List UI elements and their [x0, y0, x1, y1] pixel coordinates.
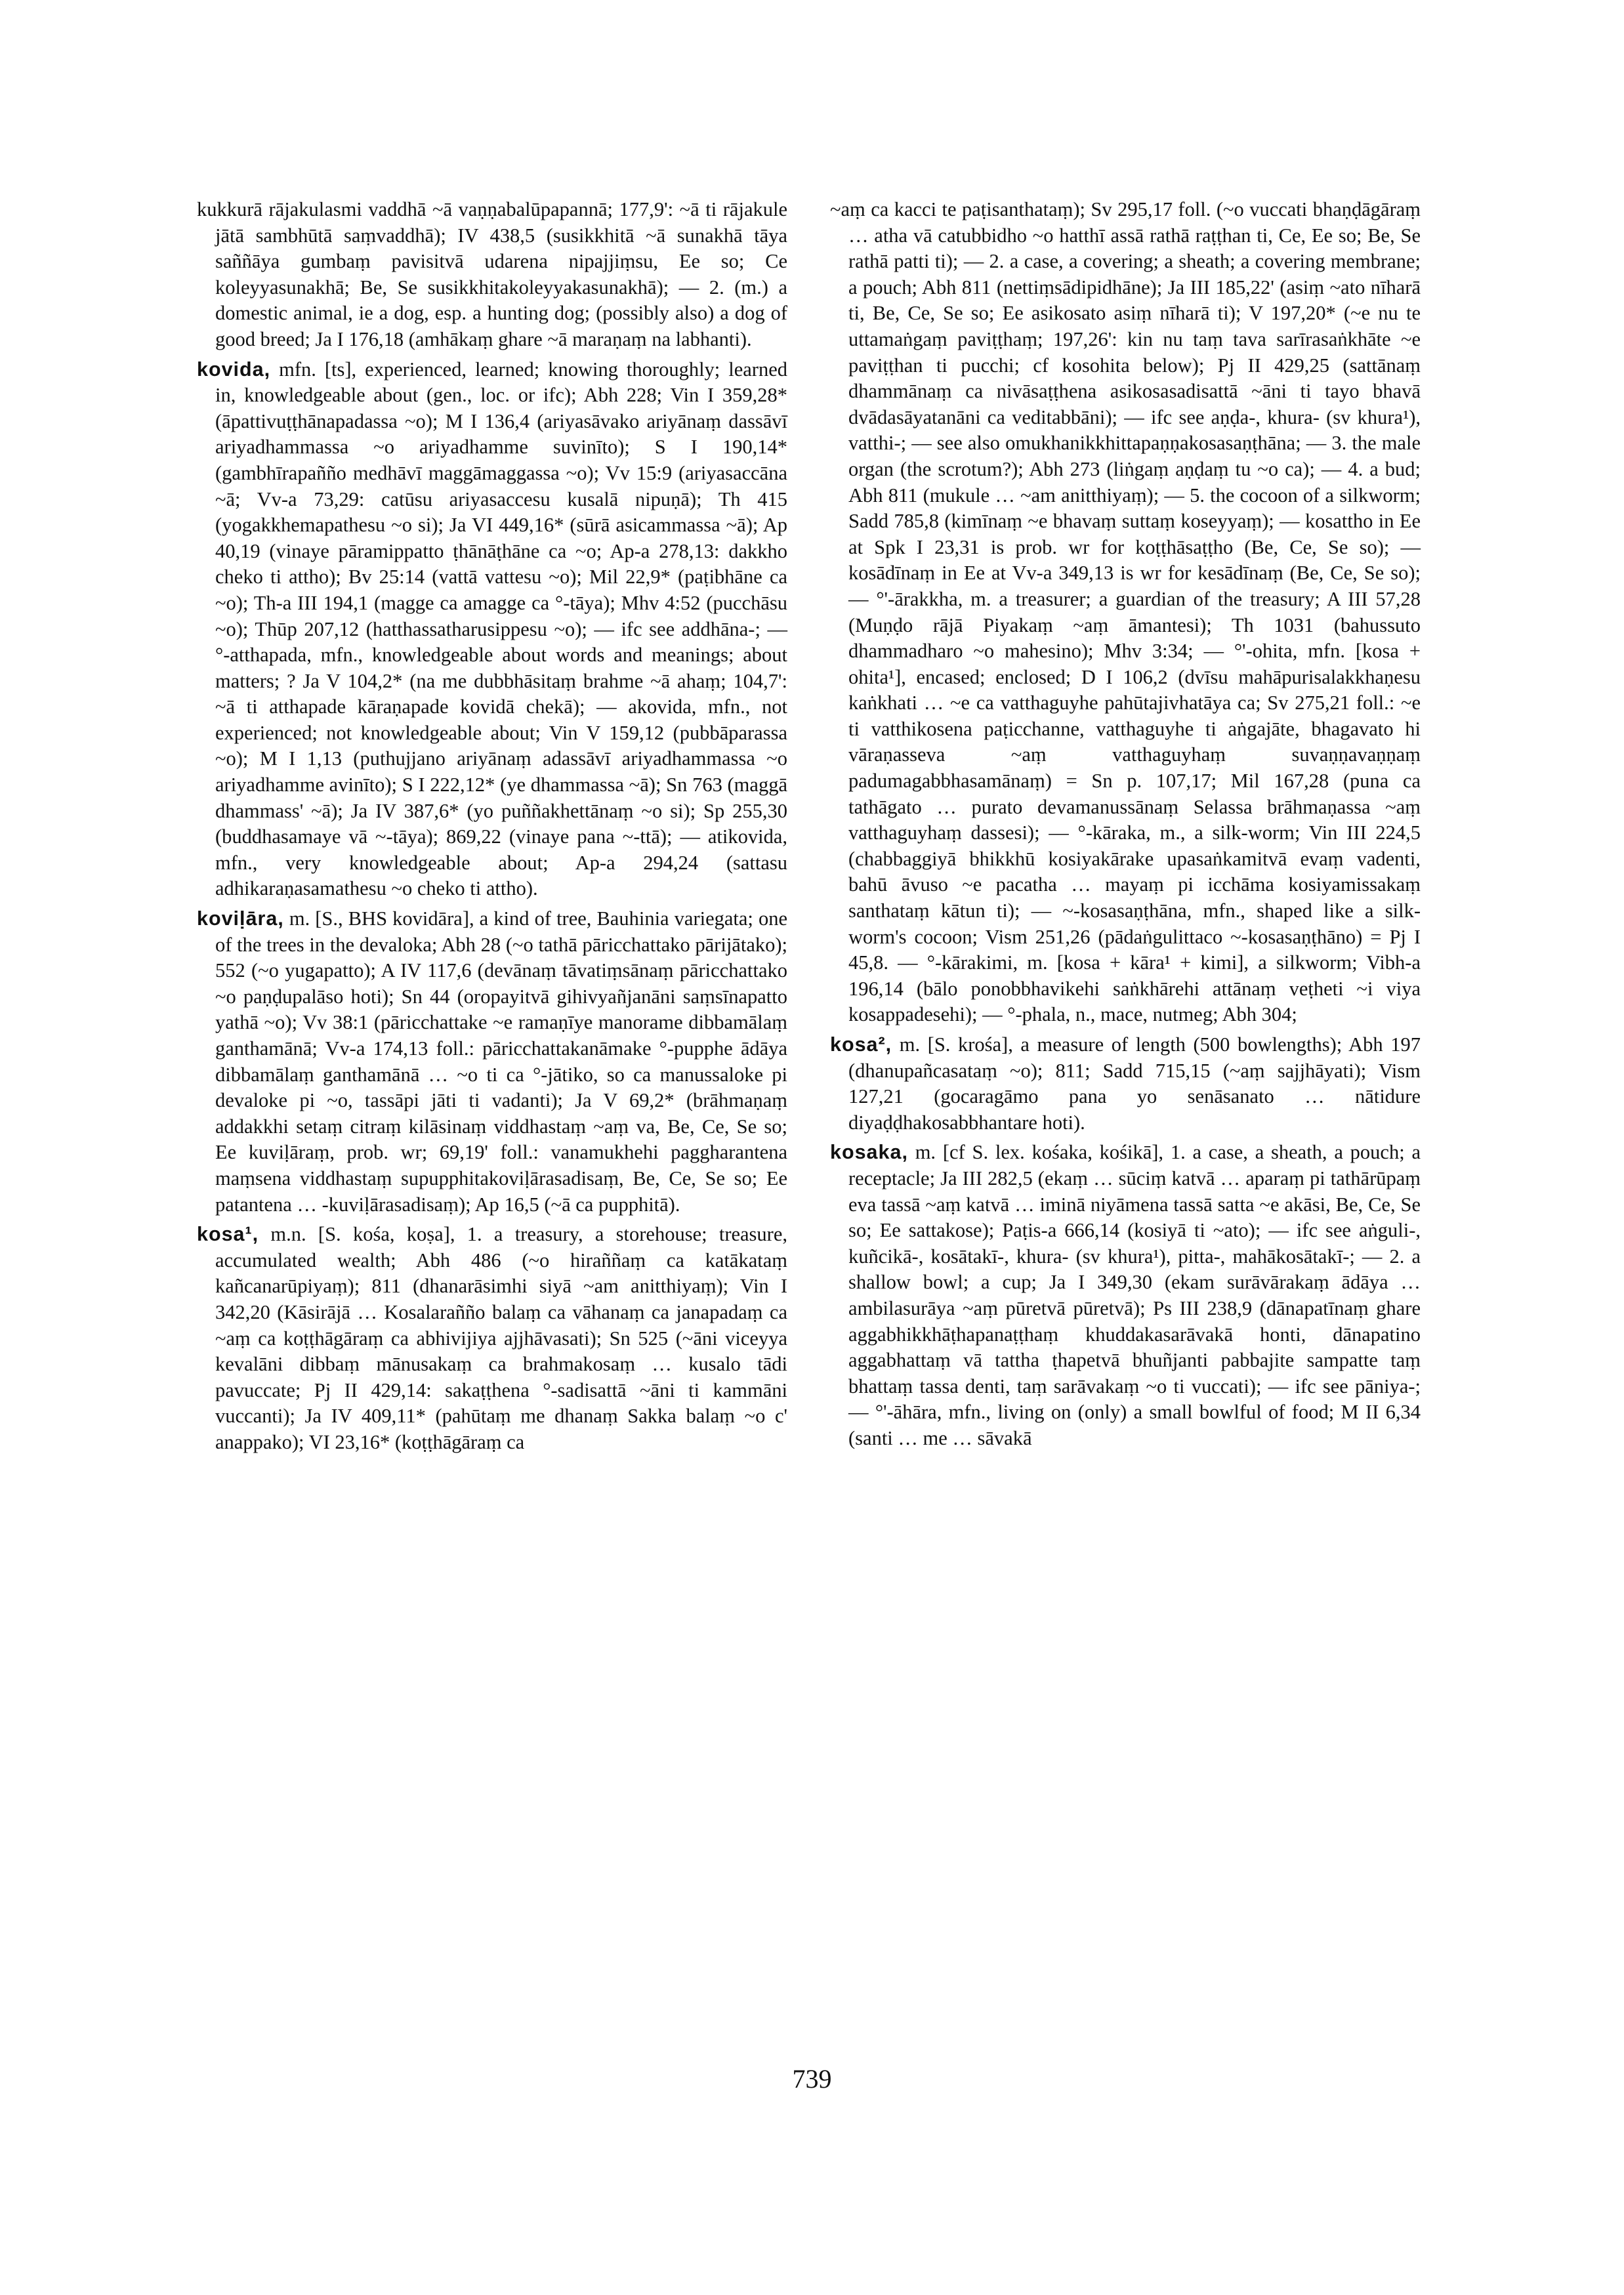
dictionary-entry	[830, 1140, 1421, 1451]
entry-text: m. [S., BHS kovidāra], a kind of tree, Bauhinia variegata; one of the trees in the devaloka; Abh 28 (~o tathā pāricchattako pārijātako); 552 (~o yugapatto); A IV 117,6 (devānaṃ tāvatiṃsānaṃ pāricchattako ~o paṇḍupalāso hoti); Sn 44 (oropayitvā gihivyañjanāni saṃsīnapatto yathā ~o); Vv 38:1 (pāricchattake ~e ramaṇīye manorame dibbamālaṃ ganthamānā; Vv-a 174,13 foll.: pāricchattakanāmake °-pupphe ādāya dibbamālaṃ ganthamānā … ~o ti ca °-jātiko, so ca manussaloke pi devaloke pi ~o, tassāpi jāti ti vadanti); Ja V 69,2* (brāhmaṇaṃ addakkhi setaṃ citraṃ kilāsinaṃ viddhastaṃ ~aṃ va, Be, Ce, Se so; Ee kuviḷāraṃ, prob. wr; 69,19' foll.: vanamukhehi paggharantena maṃsena viddhastaṃ supupphitakoviḷārasadisaṃ, Be, Ce, Se so; Ee patantena … -kuviḷārasadisaṃ); Ap 16,5 (~ā ca pupphitā).	[215, 907, 787, 1216]
entry-text: mfn. [ts], experienced, learned; knowing thoroughly; learned in, knowledgeable about (gen., loc. or ifc); Abh 228; Vin I 359,28* (āpattivuṭṭhānapadassa ~o); M I 136,4 (ariyasāvako ariyānaṃ dassāvī ariyadhammassa ~o ariyadhamme suvinīto); S I 190,14* (gambhīrapañño medhāvī maggāmaggassa ~o); Vv 15:9 (ariyasaccāna ~ā; Vv-a 73,29: catūsu ariyasaccesu kusalā nipuṇā); Th 415 (yogakkhemapathesu ~o si); Ja VI 449,16* (sūrā asicammassa ~ā); Ap 40,19 (vinaye pāramippatto ṭhānāṭhāne ca ~o; Ap-a 278,13: dakkho cheko ti attho); Bv 25:14 (vattā vattesu ~o); Mil 22,9* (paṭibhāne ca ~o); Th-a III 194,1 (magge ca amagge ca °-tāya); Mhv 4:52 (pucchāsu ~o); Thūp 207,12 (hatthassatharusippesu ~o); — ifc see addhāna-; — °-atthapada, mfn., knowledgeable about words and meanings; about matters; ? Ja V 104,2* (na me dubbhāsitaṃ brahme ~ā ahaṃ; 104,7': ~ā ti atthapade kāraṇapade kovidā chekā); — akovida, mfn., not experienced; not knowledgeable about; Vin V 159,12 (pubbāparassa ~o); M I 1,13 (puthujjano ariyānaṃ adassāvī ariyadhammassa ~o ariyadhamme avinīto); S I 222,12* (ye dhammassa ~ā); Sn 763 (maggā dhammass' ~ā); Ja IV 387,6* (yo puññakhettānaṃ ~o si); Sp 255,30 (buddhasamaye vā ~-tāya); 869,22 (vinaye pana ~-ttā); — atikovida, mfn., very knowledgeable about; Ap-a 294,24 (sattasu adhikaraṇasamathesu ~o cheko ti attho).	[215, 358, 787, 900]
dictionary-entry	[197, 1222, 787, 1455]
page-number: 739	[792, 2064, 832, 2094]
entry-text: ~aṃ ca kacci te paṭisanthataṃ); Sv 295,17 foll. (~o vuccati bhaṇḍāgāraṃ … atha vā catubbidho ~o hatthī assā rathā raṭṭhan ti, Ce, Ee so; Be, Se rathā patti ti); — 2. a case, a covering; a sheath; a covering membrane; a pouch; Abh 811 (nettiṃsādipidhāne); Ja III 185,22' (asiṃ ~ato nīharā ti, Be, Ce, Se so; Ee asikosato asiṃ nīharā ti); V 197,20* (~e nu te uttamaṅgaṃ paviṭṭhaṃ; 197,26': kin nu taṃ tava sarīrasaṅkhāte ~e paviṭṭhan ti pucchi; cf kosohita below); Pj II 429,25 (sattānaṃ dhammānaṃ ca nivāsaṭṭhena asikosasadisattā ~āni ti tayo bhavā dvādasāyatanāni ca veditabbāni); — ifc see aṇḍa-, khura- (sv khura¹), vatthi-; — see also omukhanikkhittapaṇṇakosasaṇṭhāna; — 3. the male organ (the scrotum?); Abh 273 (liṅgaṃ aṇḍaṃ tu ~o ca); — 4. a bud; Abh 811 (mukule … ~am anitthiyaṃ); — 5. the cocoon of a silkworm; Sadd 785,8 (kimīnaṃ ~e bhavaṃ suttaṃ koseyyaṃ); — kosattho in Ee at Spk I 23,31 is prob. wr for koṭṭhāsaṭṭho (Be, Ce, Se so); — kosādīnaṃ in Ee at Vv-a 349,13 is wr for kesādīnaṃ (Be, Ce, Se so); — °'-ārakkha, m. a treasurer; a guardian of the treasury; A III 57,28 (Muṇḍo rājā Piyakaṃ ~aṃ āmantesi); Th 1031 (bahussuto dhammadharo ~o mahesino); Mhv 3:34; — °'-ohita, mfn. [kosa + ohita¹], encased; enclosed; D I 106,2 (dvīsu mahāpurisalakkhaṇesu kaṅkhati … ~e ca vatthaguyhe pahūtajivhatāya ca; Sv 275,21 foll.: ~e ti vatthikosena paṭicchanne, vatthaguyhe ti aṅgajāte, bhagavato hi vāraṇasseva ~aṃ vatthaguyhaṃ suvaṇṇavaṇṇaṃ padumagabbhasamānaṃ) = Sn p. 107,17; Mil 167,28 (puna ca tathāgato … purato devamanussānaṃ Selassa brāhmaṇassa ~aṃ vatthaguyhaṃ dassesi); — °-kāraka, m., a silk-worm; Vin III 224,5 (chabbaggiyā bhikkhū kosiyakārake upasaṅkamitvā evaṃ vadenti, bahū āvuso ~e pacatha … mayaṃ pi icchāma kosiyamissakaṃ santhataṃ kātun ti); — ~-kosasaṇṭhāna, mfn., shaped like a silk-worm's cocoon; Vism 251,26 (pādaṅgulittaco ~-kosasaṇṭhāno) = Pj I 45,8. — °-kārakimi, m. [kosa + kāra¹ + kimi], a silkworm; Vibh-a 196,14 (bālo ponobbhavikehi saṅkhārehi attānaṃ veṭheti ~i viya kosappadesehi); — °-phala, n., mace, nutmeg; Abh 304;	[830, 198, 1421, 1026]
entry-text: m.n. [S. kośa, koṣa], 1. a treasury, a storehouse; treasure, accumulated wealth; Abh 486 (~o hiraññaṃ ca katākataṃ kañcanarūpiyaṃ); 811 (dhanarāsimhi siyā ~am anitthiyaṃ); Vin I 342,20 (Kāsirājā … Kosalarañño balaṃ ca vāhanaṃ ca janapadaṃ ca ~aṃ ca koṭṭhāgāraṃ ca abhivijiya ajjhāvasati); Sn 525 (~āni viceyya kevalāni dibbaṃ mānusakaṃ ca brahmakosaṃ … kusalo tādi pavuccate; Pj II 429,14: sakaṭṭhena °-sadisattā ~āni ti kammāni vuccanti); Ja IV 409,11* (pahūtaṃ me dhanaṃ Sakka balaṃ ~o c' anappako); VI 23,16* (koṭṭhāgāraṃ ca	[215, 1223, 787, 1453]
entry-text: m. [S. krośa], a measure of length (500 bowlengths); Abh 197 (dhanupañcasataṃ ~o); 811; Sadd 715,15 (~aṃ sajjhāyati); Vism 127,21 (gocaragāmo pana yo senāsanato … nātidure diyaḍḍhakosabbhantare hoti).	[848, 1033, 1421, 1134]
entry-headword: kosaka,	[830, 1141, 908, 1164]
entry-headword: koviḷāra,	[197, 907, 284, 930]
entry-headword: kosa²,	[830, 1033, 892, 1056]
left-column	[197, 197, 787, 1460]
dictionary-entry	[197, 197, 787, 353]
dictionary-entry	[830, 1032, 1421, 1136]
right-column	[830, 197, 1421, 1456]
dictionary-entry	[197, 357, 787, 902]
dictionary-entry	[830, 197, 1421, 1028]
entry-text: m. [cf S. lex. kośaka, kośikā], 1. a case, a sheath, a pouch; a receptacle; Ja III 282,5 (ekaṃ … sūciṃ katvā … aparaṃ pi tathārūpaṃ eva tassā ~aṃ katvā … iminā niyāmena tassā satta ~e akāsi, Be, Ce, Se so; Ee sattakose); Paṭis-a 666,14 (kosiyā ti ~ato); — ifc see aṅguli-, kuñcikā-, kosātakī-, khura- (sv khura¹), pitta-, mahākosātakī-; — 2. a shallow bowl; a cup; Ja I 349,30 (ekam surāvārakaṃ ādāya … ambilasurāya ~aṃ pūretvā pūretvā); Ps III 238,9 (dānapatīnaṃ ghare aggabhikkhāṭhapanaṭṭhaṃ khuddakasarāvakā honti, dānapatino aggabhattaṃ vā tattha ṭhapetvā bhuñjanti pabbajite sampatte taṃ bhattaṃ tassa denti, taṃ sarāvakaṃ ~o ti vuccati); — ifc see pāniya-; — °'-āhāra, mfn., living on (only) a small bowlful of food; M II 6,34 (santi … me … sāvakā	[848, 1141, 1421, 1449]
entry-headword: kosa¹,	[197, 1223, 259, 1246]
entry-text: kukkurā rājakulasmi vaddhā ~ā vaṇṇabalūpapannā; 177,9': ~ā ti rājakule jātā sambhūtā saṃvaddhā); IV 438,5 (susikkhitā ~ā sunakhā tāya saññāya gumbaṃ pavisitvā udarena nipajjiṃsu, Ee so; Ce koleyyasunakhā; Be, Se susikkhitakoleyyakasunakhā); — 2. (m.) a domestic animal, ie a dog, esp. a hunting dog; (possibly also) a dog of good breed; Ja I 176,18 (amhākaṃ ghare ~ā maraṇaṃ na labhanti).	[197, 198, 787, 350]
entry-headword: kovida,	[197, 358, 271, 381]
dictionary-entry	[197, 906, 787, 1218]
